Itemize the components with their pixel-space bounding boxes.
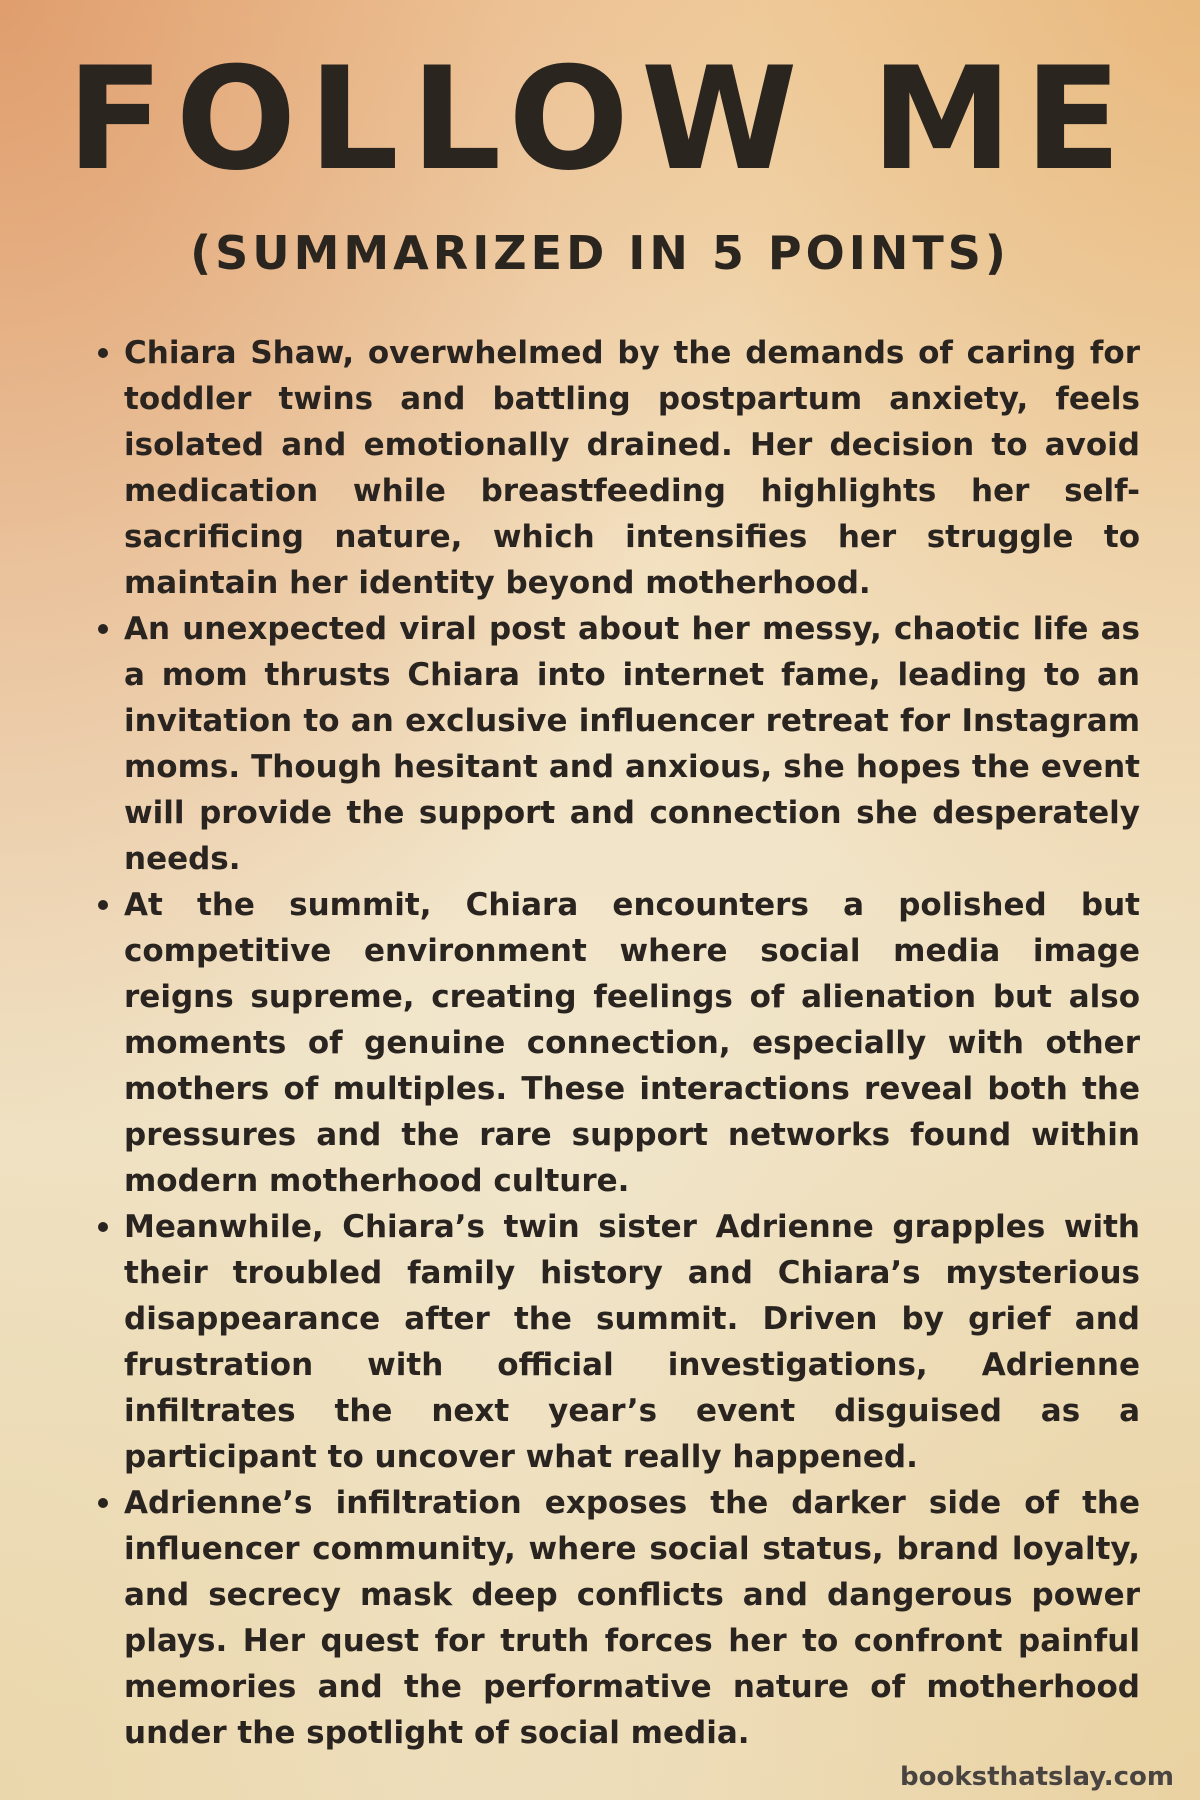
bullet-icon [98,1498,108,1508]
summary-point-4 [124,1204,1140,1480]
page-title: FOLLOW ME [66,37,1134,202]
bullet-icon [98,1222,108,1232]
summary-point-5 [124,1480,1140,1756]
summary-point-text: An unexpected viral post about her messy, chaotic life as a mom thrusts Chiara into internet fame, leading to an invitation to an exclusive influencer retreat for Instagram moms. Though hesitant and anxious, she hopes the event will provide the support and connection she desperately needs. [124,611,1140,877]
page-subtitle: (SUMMARIZED IN 5 POINTS) [190,226,1010,280]
summary-points-list [124,330,1140,1756]
summary-point-2 [124,606,1140,882]
summary-point-text: Chiara Shaw, overwhelmed by the demands of caring for toddler twins and battling postpartum anxiety, feels isolated and emotionally drained. Her decision to avoid medication while breastfeeding highlights her self-sacrificing nature, which intensifies her struggle to maintain her identity beyond motherhood. [124,335,1140,601]
summary-point-text: Adrienne’s infiltration exposes the darker side of the influencer community, where social status, brand loyalty, and secrecy mask deep conflicts and dangerous power plays. Her quest for truth forces her to confront painful memories and the performative nature of motherhood under the spotlight of social media. [124,1485,1140,1751]
bullet-icon [98,900,108,910]
site-watermark: booksthatslay.com [900,1762,1174,1792]
bullet-icon [98,624,108,634]
summary-point-text: Meanwhile, Chiara’s twin sister Adrienne grapples with their troubled family history and Chiara’s mysterious disappearance after the summit. Driven by grief and frustration with official investigations, Adrienne infiltrates the next year’s event disguised as a participant to uncover what really happened. [124,1209,1140,1475]
summary-point-3 [124,882,1140,1204]
summary-point-1 [124,330,1140,606]
summary-point-text: At the summit, Chiara encounters a polished but competitive environment where social media image reigns supreme, creating feelings of alienation but also moments of genuine connection, especially with other mothers of multiples. These interactions reveal both the pressures and the rare support networks found within modern motherhood culture. [124,887,1140,1199]
bullet-icon [98,348,108,358]
